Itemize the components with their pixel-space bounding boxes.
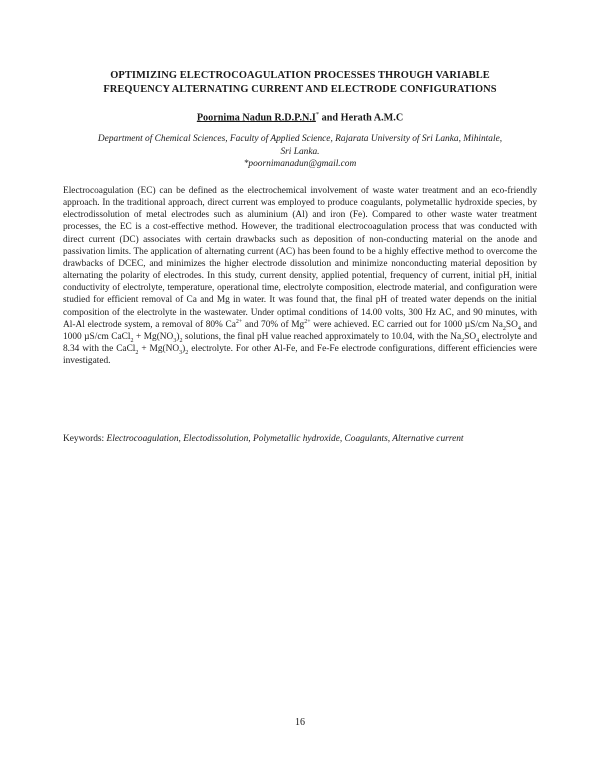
- abstract-text: + Mg(NO: [133, 331, 174, 342]
- co-author: and Herath A.M.C: [319, 112, 404, 124]
- abstract-text: SO: [505, 319, 518, 330]
- keywords-line: [63, 433, 537, 445]
- abstract-text: ): [182, 344, 186, 355]
- abstract-text: ): [176, 331, 180, 342]
- abstract-text: + Mg(NO: [138, 344, 180, 355]
- page-number: 16: [295, 717, 305, 728]
- abstract-text: electrolyte and 8.34 with the CaCl: [63, 331, 537, 355]
- abstract-paragraph: [63, 185, 537, 367]
- title-line-1: OPTIMIZING ELECTROCOAGULATION PROCESSES THROUGH VARIABLE: [110, 70, 490, 81]
- subscript: 2: [461, 337, 465, 344]
- abstract-text: solutions, the final pH value reached approximately to 10.04, with the Na: [182, 331, 462, 342]
- superscript: 2+: [235, 318, 243, 325]
- affiliation: [75, 133, 525, 171]
- corresponding-marker: *: [315, 111, 320, 118]
- affiliation-line-2: Sri Lanka.: [280, 146, 320, 157]
- subscript: 3: [173, 337, 177, 344]
- subscript: 4: [517, 325, 521, 332]
- subscript: 2: [185, 349, 189, 356]
- main-author: Poornima Nadun R.D.P.N.I: [196, 112, 316, 124]
- keywords-label: Keywords:: [63, 434, 107, 444]
- abstract-text: electrolyte. For other Al-Fe, and Fe-Fe electrode configurations, different efficiencies were investigated.: [63, 344, 537, 367]
- superscript: 2+: [304, 318, 311, 325]
- author-email: *poornimanadun@gmail.com: [243, 159, 357, 169]
- subscript: 2: [179, 337, 183, 344]
- paper-title: [60, 69, 540, 97]
- affiliation-line-1: Department of Chemical Sciences, Faculty of Applied Science, Rajarata University of Sri Lanka, Mihintale,: [97, 134, 503, 144]
- subscript: 2: [130, 337, 134, 344]
- keywords-list: Electrocoagulation, Electodissolution, Polymetallic hydroxide, Coagulants, Alternative current: [106, 434, 464, 444]
- abstract-text: SO: [464, 331, 477, 342]
- abstract-text: and 1000 µS/cm CaCl: [63, 319, 537, 342]
- title-line-2: FREQUENCY ALTERNATING CURRENT AND ELECTRODE CONFIGURATIONS: [103, 84, 497, 95]
- subscript: 4: [476, 337, 480, 344]
- subscript: 3: [179, 349, 183, 356]
- subscript: 2: [502, 325, 506, 332]
- author-line: [60, 108, 540, 124]
- subscript: 2: [135, 349, 139, 356]
- abstract-text: were achieved. EC carried out for 1000 µS/cm Na: [310, 319, 503, 330]
- abstract-text: and 70% of Mg: [242, 319, 305, 330]
- abstract-text: Electrocoagulation (EC) can be defined as the electrochemical involvement of waste water treatment and an eco-friendly approach. In the traditional approach, direct current was employed to produce coagulants, polymetallic hydroxide species, by electrodissolution of metal electrodes such as aluminium (Al) and iron (Fe). Compared to other waste water treatment processes, the EC is a cost-effective method. However, the traditional electrocoagulation process that was conducted with direct current (DC) associates with certain drawbacks such as deposition of non-conducting material on the anode and passivation limits. The application of alternating current (AC) has been found to be a highly effective method to overcome the drawbacks of DCEC, and minimizes the higher electrode dissolution and minimize nonconducting material deposition by alternating the polarity of electrodes. In this study, current density, applied potential, frequency of current, initial pH, initial conductivity of electrolyte, temperature, operational time, electrolyte composition, electrode material, and configuration were studied for efficient removal of Ca and Mg in water. It was found that, the final pH of treated water depends on the initial composition of the electrolyte in the wastewater. Under optimal conditions of 14.00 volts, 300 Hz AC, and 90 minutes, with Al-Al electrode system, a removal of 80% Ca: [63, 186, 537, 330]
